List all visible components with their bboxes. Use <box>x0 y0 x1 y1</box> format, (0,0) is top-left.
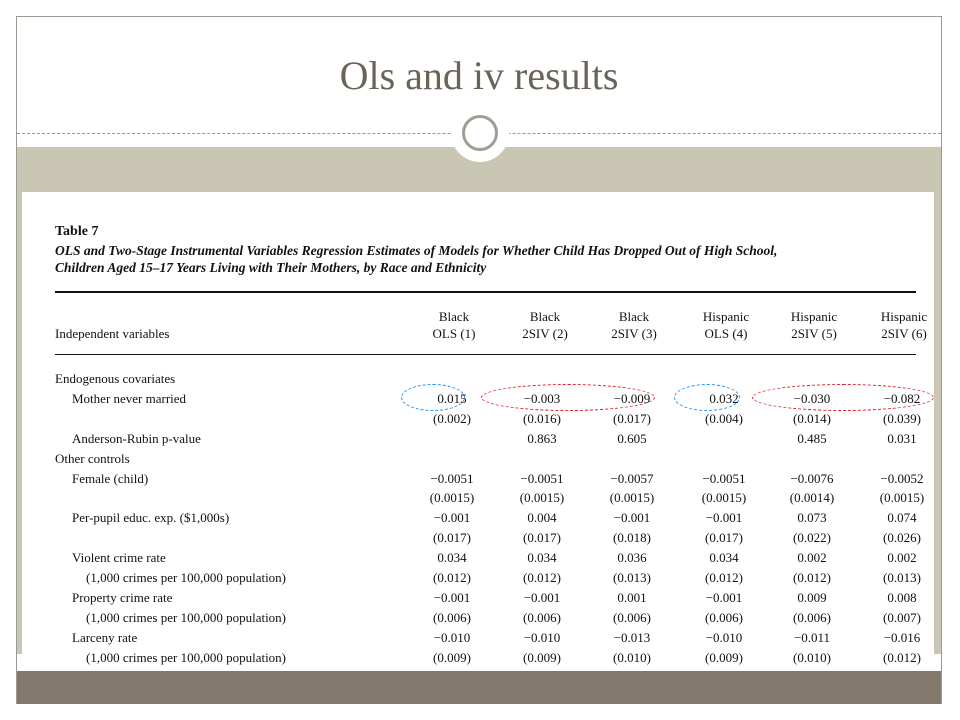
row-label: Larceny rate <box>72 629 138 645</box>
table-cell: (0.012) <box>705 570 743 585</box>
row-label: Other controls <box>55 450 130 466</box>
table-cell: 0.004 <box>527 510 557 526</box>
table-cell: (0.026) <box>883 530 921 546</box>
row-label: (1,000 crimes per 100,000 population) <box>86 570 287 585</box>
table-cell: (0.009) <box>523 649 561 665</box>
table-cell: (0.018) <box>613 530 651 546</box>
table-cell: −0.010 <box>433 629 471 645</box>
divider-ring-icon <box>462 115 498 151</box>
row-label: Violent crime rate <box>72 550 166 566</box>
table-cell: −0.082 <box>883 390 921 406</box>
table-cell: −0.013 <box>613 629 651 645</box>
table-cell: 0.034 <box>709 550 739 566</box>
table-top-rule <box>55 291 916 293</box>
table-cell: (0.006) <box>613 609 651 625</box>
table-cell: −0.0057 <box>610 470 654 486</box>
row-label: Property crime rate <box>72 589 173 605</box>
table-cell: −0.001 <box>433 589 471 605</box>
col-header: Black 2SIV (2) <box>522 309 568 341</box>
table-cell: −0.0051 <box>520 470 564 486</box>
table-cell: (0.039) <box>883 410 921 426</box>
table-image <box>22 192 934 665</box>
var-header: Independent variables <box>55 326 170 341</box>
col-header: Hispanic 2SIV (5) <box>790 309 838 341</box>
table-cell: (0.017) <box>613 410 651 426</box>
table-label: Table 7 <box>55 224 99 239</box>
table-cell: (0.013) <box>883 570 921 585</box>
table-cell: (0.009) <box>433 649 471 665</box>
table-cell: 0.036 <box>617 550 647 566</box>
table-cell: (0.022) <box>793 530 831 546</box>
table-caption-line-1: OLS and Two-Stage Instrumental Variables Regression Estimates of Models for Whether Child Has Dropped Out of High School, <box>55 243 778 258</box>
table-cell: −0.001 <box>613 510 651 526</box>
table-cell: (0.012) <box>523 570 561 585</box>
table-cell: 0.485 <box>797 430 827 446</box>
table-cell: −0.001 <box>433 510 471 526</box>
table-cell: (0.006) <box>523 609 561 625</box>
table-cell: −0.0076 <box>790 470 834 486</box>
table-header-rule <box>55 354 916 355</box>
table-cell: 0.008 <box>887 589 917 605</box>
table-caption-line-2: Children Aged 15–17 Years Living with Their Mothers, by Race and Ethnicity <box>55 260 487 275</box>
table-cell: 0.015 <box>437 390 467 406</box>
table-cell: (0.006) <box>705 609 743 625</box>
table-cell: 0.031 <box>887 430 917 446</box>
table-cell: (0.007) <box>883 609 921 625</box>
table-cell: −0.001 <box>523 589 561 605</box>
table-cell: 0.863 <box>527 430 557 446</box>
table-cell: (0.0014) <box>789 490 835 506</box>
table-cell: 0.034 <box>527 550 557 566</box>
table-cell: (0.006) <box>433 609 471 625</box>
row-label: Endogenous covariates <box>55 371 176 386</box>
table-cell: −0.010 <box>705 629 743 645</box>
table-cell: (0.017) <box>705 530 743 546</box>
table-cell: (0.012) <box>433 570 471 585</box>
table-cell: −0.011 <box>793 629 831 645</box>
row-label: Female (child) <box>72 470 149 486</box>
table-cell: (0.0015) <box>429 490 475 506</box>
table-cell: 0.009 <box>797 589 827 605</box>
row-label: (1,000 crimes per 100,000 population) <box>86 649 287 665</box>
table-cell: (0.0015) <box>519 490 565 506</box>
col-header: Black 2SIV (3) <box>611 309 657 341</box>
table-cell: (0.0015) <box>609 490 655 506</box>
table-cell: (0.010) <box>613 649 651 665</box>
table-cell: −0.016 <box>883 629 921 645</box>
row-label: (1,000 crimes per 100,000 population) <box>86 609 287 625</box>
table-cell: (0.013) <box>613 570 651 585</box>
table-cell: (0.004) <box>705 410 743 426</box>
table-cell: 0.074 <box>887 510 917 526</box>
table-cell: (0.012) <box>883 649 921 665</box>
table-cell: (0.016) <box>523 410 561 426</box>
col-header: Black OLS (1) <box>432 309 476 341</box>
table-caption <box>55 242 915 276</box>
table-cell: (0.002) <box>433 410 471 426</box>
footer-bar <box>17 671 941 704</box>
row-label: Per-pupil educ. exp. ($1,000s) <box>72 510 230 526</box>
table-cell: (0.009) <box>705 649 743 665</box>
col-header: Hispanic OLS (4) <box>702 309 750 341</box>
table-cell: 0.032 <box>709 390 739 406</box>
table-cell: 0.605 <box>617 430 647 446</box>
table-cell: 0.001 <box>617 589 647 605</box>
table-cell: (0.006) <box>793 609 831 625</box>
table-cell: 0.002 <box>887 550 917 566</box>
table-cell: (0.017) <box>433 530 471 546</box>
table-cell: −0.0051 <box>430 470 474 486</box>
table-cell: −0.010 <box>523 629 561 645</box>
table-cell: −0.001 <box>705 510 743 526</box>
table-cell: 0.073 <box>797 510 827 526</box>
row-label: Anderson-Rubin p-value <box>72 430 201 446</box>
table-cell: −0.0051 <box>702 470 746 486</box>
table-cell: (0.0015) <box>879 490 925 506</box>
table-cell: −0.030 <box>793 390 831 406</box>
col-header: Hispanic 2SIV (6) <box>880 309 928 341</box>
table-cell: (0.012) <box>793 570 831 585</box>
table-cell: −0.003 <box>523 390 561 406</box>
table-cell: −0.0052 <box>880 470 924 486</box>
table-cell: 0.034 <box>437 550 467 566</box>
slide-title: Ols and iv results <box>339 53 619 98</box>
table-cell: (0.0015) <box>701 490 747 506</box>
table-cell: (0.014) <box>793 410 831 426</box>
table-cell: −0.001 <box>705 589 743 605</box>
table-cell: 0.002 <box>797 550 827 566</box>
table-cell: (0.010) <box>793 649 831 665</box>
table-cell: (0.017) <box>523 530 561 546</box>
row-label: Mother never married <box>72 390 187 406</box>
table-cell: −0.009 <box>613 390 651 406</box>
